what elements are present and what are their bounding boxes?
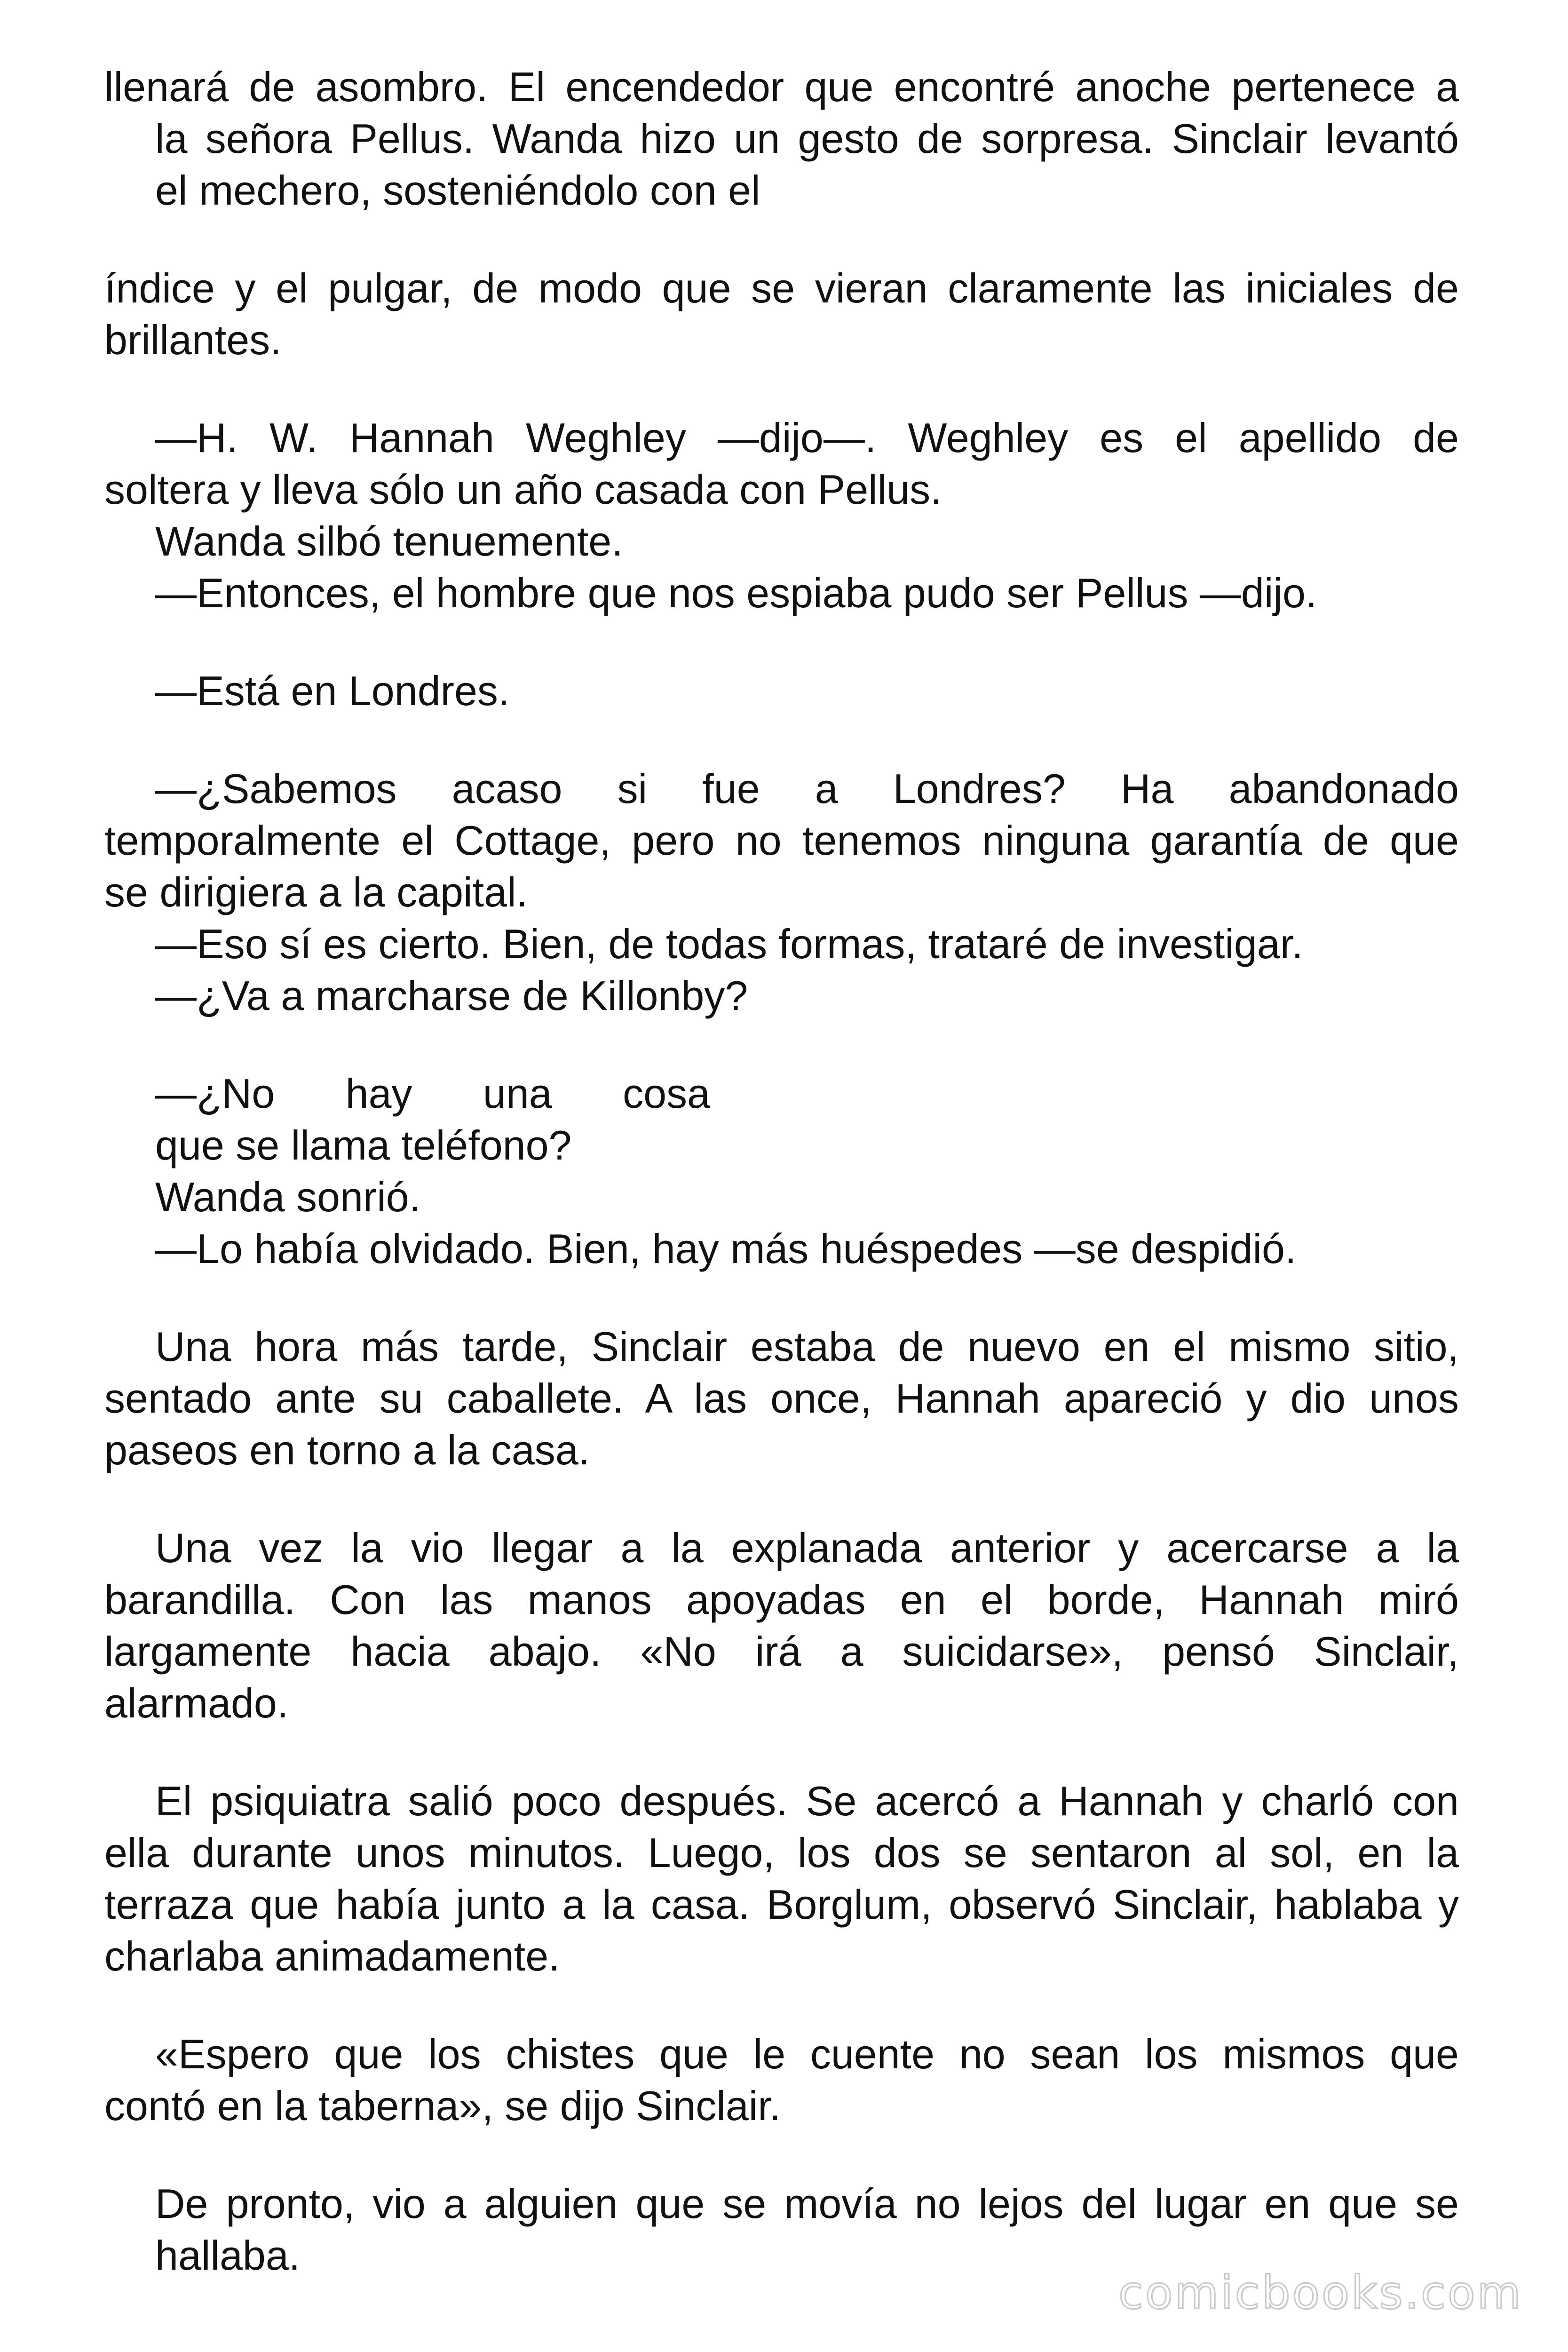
text-line: hallaba.: [155, 2232, 301, 2279]
text-line: sentado ante su caballete. A las once, Hannah apareció y dio unos: [104, 1375, 1459, 1422]
text-line: [104, 1068, 1459, 1120]
text-line: soltera y lleva sólo un año casada con Pellus.: [104, 466, 942, 513]
text-line: temporalmente el Cottage, pero no tenemos ninguna garantía de que: [104, 817, 1459, 864]
text-line: De pronto, vio a alguien que se movía no lejos del lugar en que se: [155, 2180, 1459, 2227]
text-line: Wanda sonrió.: [155, 1174, 421, 1220]
text-line: —Está en Londres.: [155, 667, 510, 714]
text-line: El psiquiatra salió poco después. Se acercó a Hannah y charló con: [155, 1778, 1459, 1824]
text-line: ella durante unos minutos. Luego, los dos se sentaron al sol, en la: [104, 1829, 1459, 1876]
text-line: el mechero, sosteniéndolo con el: [155, 167, 760, 214]
watermark-logo: comicbooks.com: [1118, 2266, 1523, 2319]
text-line: se dirigiera a la capital.: [104, 869, 528, 915]
page-text: [104, 61, 1459, 2281]
text-line: —¿Sabemos acaso si fue a Londres? Ha abandonado: [155, 765, 1459, 812]
text-line: —Eso sí es cierto. Bien, de todas formas, trataré de investigar.: [155, 921, 1303, 967]
text-line: largamente hacia abajo. «No irá a suicidarse», pensó Sinclair,: [104, 1628, 1459, 1675]
text-line: contó en la taberna», se dijo Sinclair.: [104, 2082, 781, 2129]
text-line: terraza que había junto a la casa. Borglum, observó Sinclair, hablaba y: [104, 1881, 1459, 1928]
text-line: —Lo había olvidado. Bien, hay más huéspedes —se despidió.: [155, 1225, 1297, 1272]
text-line: barandilla. Con las manos apoyadas en el borde, Hannah miró: [104, 1576, 1459, 1623]
text-line: paseos en torno a la casa.: [104, 1427, 590, 1473]
text-line-narrow: —¿No hay una cosa: [155, 1070, 710, 1117]
text-line: «Espero que los chistes que le cuente no sean los mismos que: [155, 2031, 1459, 2077]
text-line: que se llama teléfono?: [155, 1122, 572, 1168]
text-line: charlaba animadamente.: [104, 1933, 560, 1979]
text-line: llenará de asombro. El encendedor que encontré anoche pertenece a: [104, 64, 1459, 110]
text-line: Wanda silbó tenuemente.: [155, 518, 623, 564]
text-line: Una vez la vio llegar a la explanada anterior y acercarse a la: [155, 1525, 1459, 1571]
text-line: —¿Va a marcharse de Killonby?: [155, 972, 748, 1019]
text-line: Una hora más tarde, Sinclair estaba de nuevo en el mismo sitio,: [155, 1323, 1459, 1370]
text-line: índice y el pulgar, de modo que se vieran claramente las iniciales de: [104, 265, 1459, 311]
text-line: la señora Pellus. Wanda hizo un gesto de sorpresa. Sinclair levantó: [155, 115, 1459, 162]
text-line: —Entonces, el hombre que nos espiaba pudo ser Pellus —dijo.: [155, 570, 1317, 616]
text-line: —H. W. Hannah Weghley —dijo—. Weghley es el apellido de: [155, 414, 1459, 461]
text-line: brillantes.: [104, 317, 282, 363]
text-line: alarmado.: [104, 1680, 289, 1726]
